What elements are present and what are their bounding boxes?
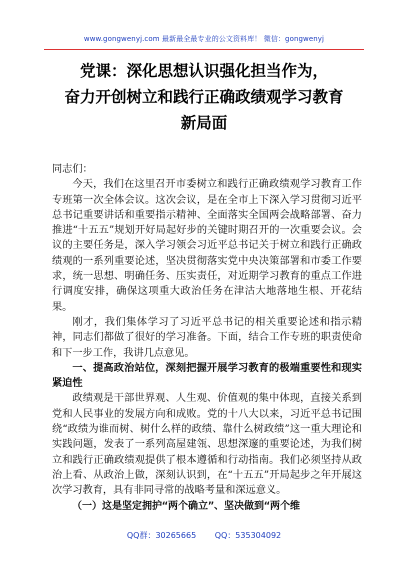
site-header-text: www.gongwenyj.com 最新最全最专业的公文资料库！ 微信：gongwenyj xyxy=(83,35,325,43)
title-line-3: 新局面 xyxy=(180,114,228,132)
paragraph-transition: 刚才，我们集体学习了习近平总书记的相关重要论述和指示精神，同志们都做了很好的学习准备。下面，结合工作专班的职责使命和下一步工作，我讲几点意见。 xyxy=(52,316,362,359)
title-line-1: 党课：深化思想认识强化担当作为， xyxy=(79,62,328,80)
footer-qq-group: QQ群：30265665 xyxy=(126,531,197,540)
document-title xyxy=(40,58,368,136)
site-footer xyxy=(0,530,408,541)
section-heading-1: 一、提高政治站位，深刻把握开展学习教育的极端重要性和现实紧迫性 xyxy=(52,362,362,390)
paragraph-section-1: 政绩观是干部世界观、人生观、价值观的集中体现，直接关系到党和人民事业的发展方向和成败。党的十八大以来，习近平总书记围绕“政绩为谁而树、树什么样的政绩、靠什么树政绩”这一重大理论和实践问题，发表了一系列高屋建瓴、思想深邃的重要论述，为我们树立和践行正确政绩观提供了根本遵循和行动指南。我们必须坚持从政治上看、从政治上做，深刻认识到，在“十五五”开局起步之年开展这次学习教育，具有非同寻常的战略考量和深远意义。 xyxy=(52,393,362,497)
salutation: 同志们： xyxy=(52,164,93,175)
site-header xyxy=(0,34,408,44)
title-line-2: 奋力开创树立和践行正确政绩观学习教育 xyxy=(64,88,344,106)
document-body xyxy=(52,162,362,514)
sub-heading-1: （一）这是坚定拥护“两个确立”、坚决做到“两个维 xyxy=(72,500,301,512)
header-divider xyxy=(44,49,364,50)
paragraph-intro: 今天，我们在这里召开市委树立和践行正确政绩观学习教育工作专班第一次全体会议。这次会议，是在全市上下深入学习贯彻习近平总书记重要讲话和重要指示精神、全面落实全国两会战略部署、奋力推进“十五五”规划开好局起好步的关键时期召开的一次重要会议。会议的主要任务是，深入学习领会习近平总书记关于树立和践行正确政绩观的一系列重要论述，坚决贯彻落实党中央决策部署和市委工作要求，统一思想、明确任务、压实责任，对近期学习教育的重点工作进行调度安排，确保这项重大政治任务在津沽大地落地生根、开花结果。 xyxy=(52,179,362,313)
footer-qq: QQ：535304092 xyxy=(214,531,282,540)
